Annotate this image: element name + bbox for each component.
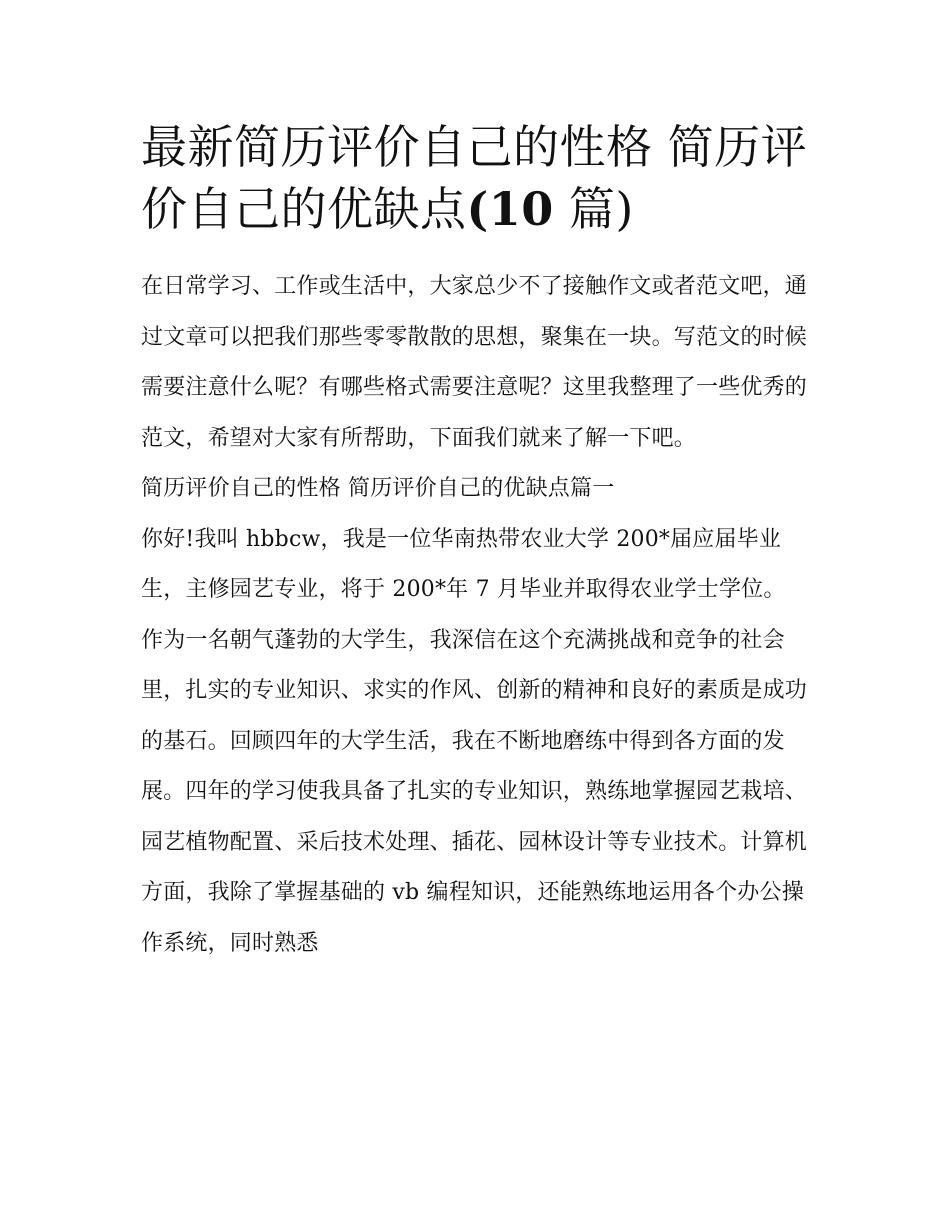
- document-body: [141, 262, 816, 969]
- greeting-paragraph: 你好!我叫 hbbcw，我是一位华南热带农业大学 200*届应届毕业生，主修园艺专业，将于 200*年 7 月毕业并取得农业学士学位。: [141, 526, 786, 602]
- title-count: (10: [466, 182, 554, 236]
- title-text: 最新简历评价自己的性格 简历评价自己的优缺点: [141, 120, 808, 236]
- section-heading: 简历评价自己的性格 简历评价自己的优缺点篇一: [141, 476, 615, 501]
- document-title: [141, 116, 816, 240]
- intro-paragraph: 在日常学习、工作或生活中，大家总少不了接触作文或者范文吧，通过文章可以把我们那些零零散散的思想，聚集在一块。写范文的时候需要注意什么呢？有哪些格式需要注意呢？这里我整理了一些优秀的范文，希望对大家有所帮助，下面我们就来了解一下吧。: [141, 274, 808, 451]
- self-evaluation-paragraph: 作为一名朝气蓬勃的大学生，我深信在这个充满挑战和竞争的社会里，扎实的专业知识、求实的作风、创新的精神和良好的素质是成功的基石。回顾四年的大学生活，我在不断地磨练中得到各方面的发展。四年的学习使我具备了扎实的专业知识，熟练地掌握园艺栽培、园艺植物配置、采后技术处理、插花、园林设计等专业技术。计算机方面，我除了掌握基础的 vb 编程知识，还能熟练地运用各个办公操作系统，同时熟悉: [141, 627, 808, 956]
- document-content: [141, 116, 816, 969]
- title-suffix: 篇): [553, 182, 634, 236]
